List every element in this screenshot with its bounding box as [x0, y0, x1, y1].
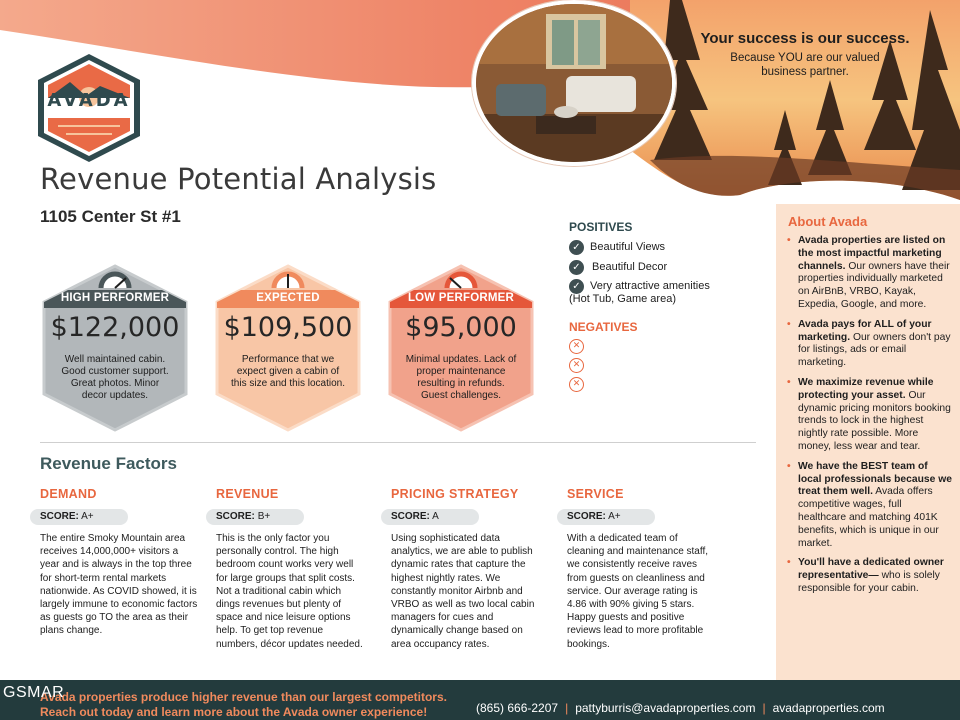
- sidebar-item: • Avada pays for ALL of your marketing. Our owners don't pay for listings, ads or email marketing.: [787, 319, 952, 370]
- factor-pricing-strategy: [391, 487, 543, 651]
- cabin-interior-photo: [472, 0, 676, 166]
- card-label: LOW PERFORMER: [407, 292, 515, 304]
- tagline: [690, 30, 920, 79]
- factor-heading: DEMAND: [40, 487, 97, 501]
- revenue-factors-title: Revenue Factors: [40, 454, 177, 473]
- phone-number[interactable]: (865) 666-2207: [476, 701, 559, 715]
- negatives-title: NEGATIVES: [569, 320, 638, 334]
- sidebar-item: • We maximize revenue while protecting your asset. Our dynamic pricing monitors booking trends to lock in the highest nightly rate possible. More money, less wear and tear.: [787, 377, 952, 454]
- footer-message: Avada properties produce higher revenue than our largest competitors. Reach out today and learn more about the Avada owner experience!: [40, 690, 447, 719]
- score-badge: SCORE: B+: [206, 509, 304, 525]
- positive-item: ✓ Beautiful Decor: [569, 260, 667, 275]
- factor-demand: [40, 487, 198, 638]
- score-badge: SCORE: A+: [30, 509, 128, 525]
- factor-text: This is the only factor you personally control. The high bedroom count works very well for large groups that split costs. Not a traditional cabin which dings revenues but plenty of space and nice leisure options help. To get top revenue numbers, décor updates needed.: [216, 533, 363, 650]
- gauge-icon: [95, 266, 135, 290]
- factor-text: With a dedicated team of cleaning and maintenance staff, we consistently receive raves from guests on cleanliness and service. Our average rating is 4.86 with 90% giving 5 stars. Happy guests and positive reviews lead to more profitable bookings.: [567, 533, 709, 650]
- card-value: $95,000: [405, 312, 517, 343]
- footer-contact: [476, 701, 885, 715]
- card-label: HIGH PERFORMER: [60, 292, 170, 304]
- positive-item: ✓ Beautiful Views: [569, 240, 665, 255]
- x-circle-icon: ✕: [569, 358, 584, 373]
- card-value: $122,000: [50, 312, 180, 343]
- separator: |: [565, 701, 569, 715]
- card-value: $109,500: [223, 312, 353, 343]
- card-label: EXPECTED: [256, 292, 320, 304]
- card-description: Performance that we expect given a cabin of this size and this location.: [231, 354, 345, 389]
- x-circle-icon: ✕: [569, 377, 584, 392]
- page-title: Revenue Potential Analysis: [40, 162, 437, 196]
- card-description: Well maintained cabin. Good customer support. Great photos. Minor decor updates.: [61, 354, 169, 401]
- logo-text: AVADA: [47, 90, 131, 111]
- factor-heading: PRICING STRATEGY: [391, 487, 519, 501]
- separator: |: [762, 701, 766, 715]
- factor-text: Using sophisticated data analytics, we are able to publish dynamic rates that capture the highest nightly rates. We constantly monitor Airbnb and VRBO as well as two local cabin managers for cues and dynamically change based on area occupancy rates.: [391, 533, 535, 650]
- positives-title: POSITIVES: [569, 220, 633, 234]
- sidebar-item: • We have the BEST team of local professionals because we treat them well. Avada offers competitive wages, full healthcare and matching 401K benefits, which is unique in our market.: [787, 461, 952, 551]
- score-badge: SCORE: A+: [557, 509, 655, 525]
- property-address: 1105 Center St #1: [40, 207, 181, 226]
- gauge-icon: [441, 266, 481, 290]
- sidebar-title: About Avada: [788, 214, 868, 229]
- watermark: GSMAR: [3, 684, 65, 701]
- card-high-performer: [40, 262, 190, 434]
- factor-service: [567, 487, 717, 651]
- score-badge: SCORE: A: [381, 509, 479, 525]
- sidebar-item: • You'll have a dedicated owner representative— who is solely responsible for your cabin.: [787, 557, 952, 595]
- factor-revenue: [216, 487, 366, 651]
- card-low-performer: [386, 262, 536, 434]
- factor-heading: SERVICE: [567, 487, 624, 501]
- sidebar-item: • Avada properties are listed on the most impactful marketing channels. Our owners have their properties individually marketed on AirBnB, VRBO, Kayak, Expedia, Google, and more.: [787, 235, 952, 312]
- gauge-icon: [268, 266, 308, 290]
- check-icon: ✓: [569, 279, 584, 294]
- sidebar-list: [787, 235, 952, 603]
- card-expected: [213, 262, 363, 434]
- email-link[interactable]: pattyburris@avadaproperties.com: [575, 701, 756, 715]
- website-link[interactable]: avadaproperties.com: [772, 701, 885, 715]
- tagline-title: Your success is our success.: [700, 30, 910, 47]
- check-icon: ✓: [569, 240, 584, 255]
- factor-heading: REVENUE: [216, 487, 279, 501]
- positive-item: ✓ Very attractive amenities (Hot Tub, Game area): [569, 280, 710, 305]
- check-icon: ✓: [569, 260, 584, 275]
- card-description: Minimal updates. Lack of proper maintenance resulting in refunds. Guest challenges.: [405, 354, 517, 401]
- x-circle-icon: ✕: [569, 339, 584, 354]
- section-divider: [40, 442, 756, 443]
- factor-text: The entire Smoky Mountain area receives 14,000,000+ visitors a year and is always in the top three for short-term rental markets nationwide. As COVID showed, it is largely immune to economic factors as guests go TO the area as their plans change.: [40, 533, 198, 637]
- tagline-body: Because YOU are our valued business partner.: [730, 52, 880, 78]
